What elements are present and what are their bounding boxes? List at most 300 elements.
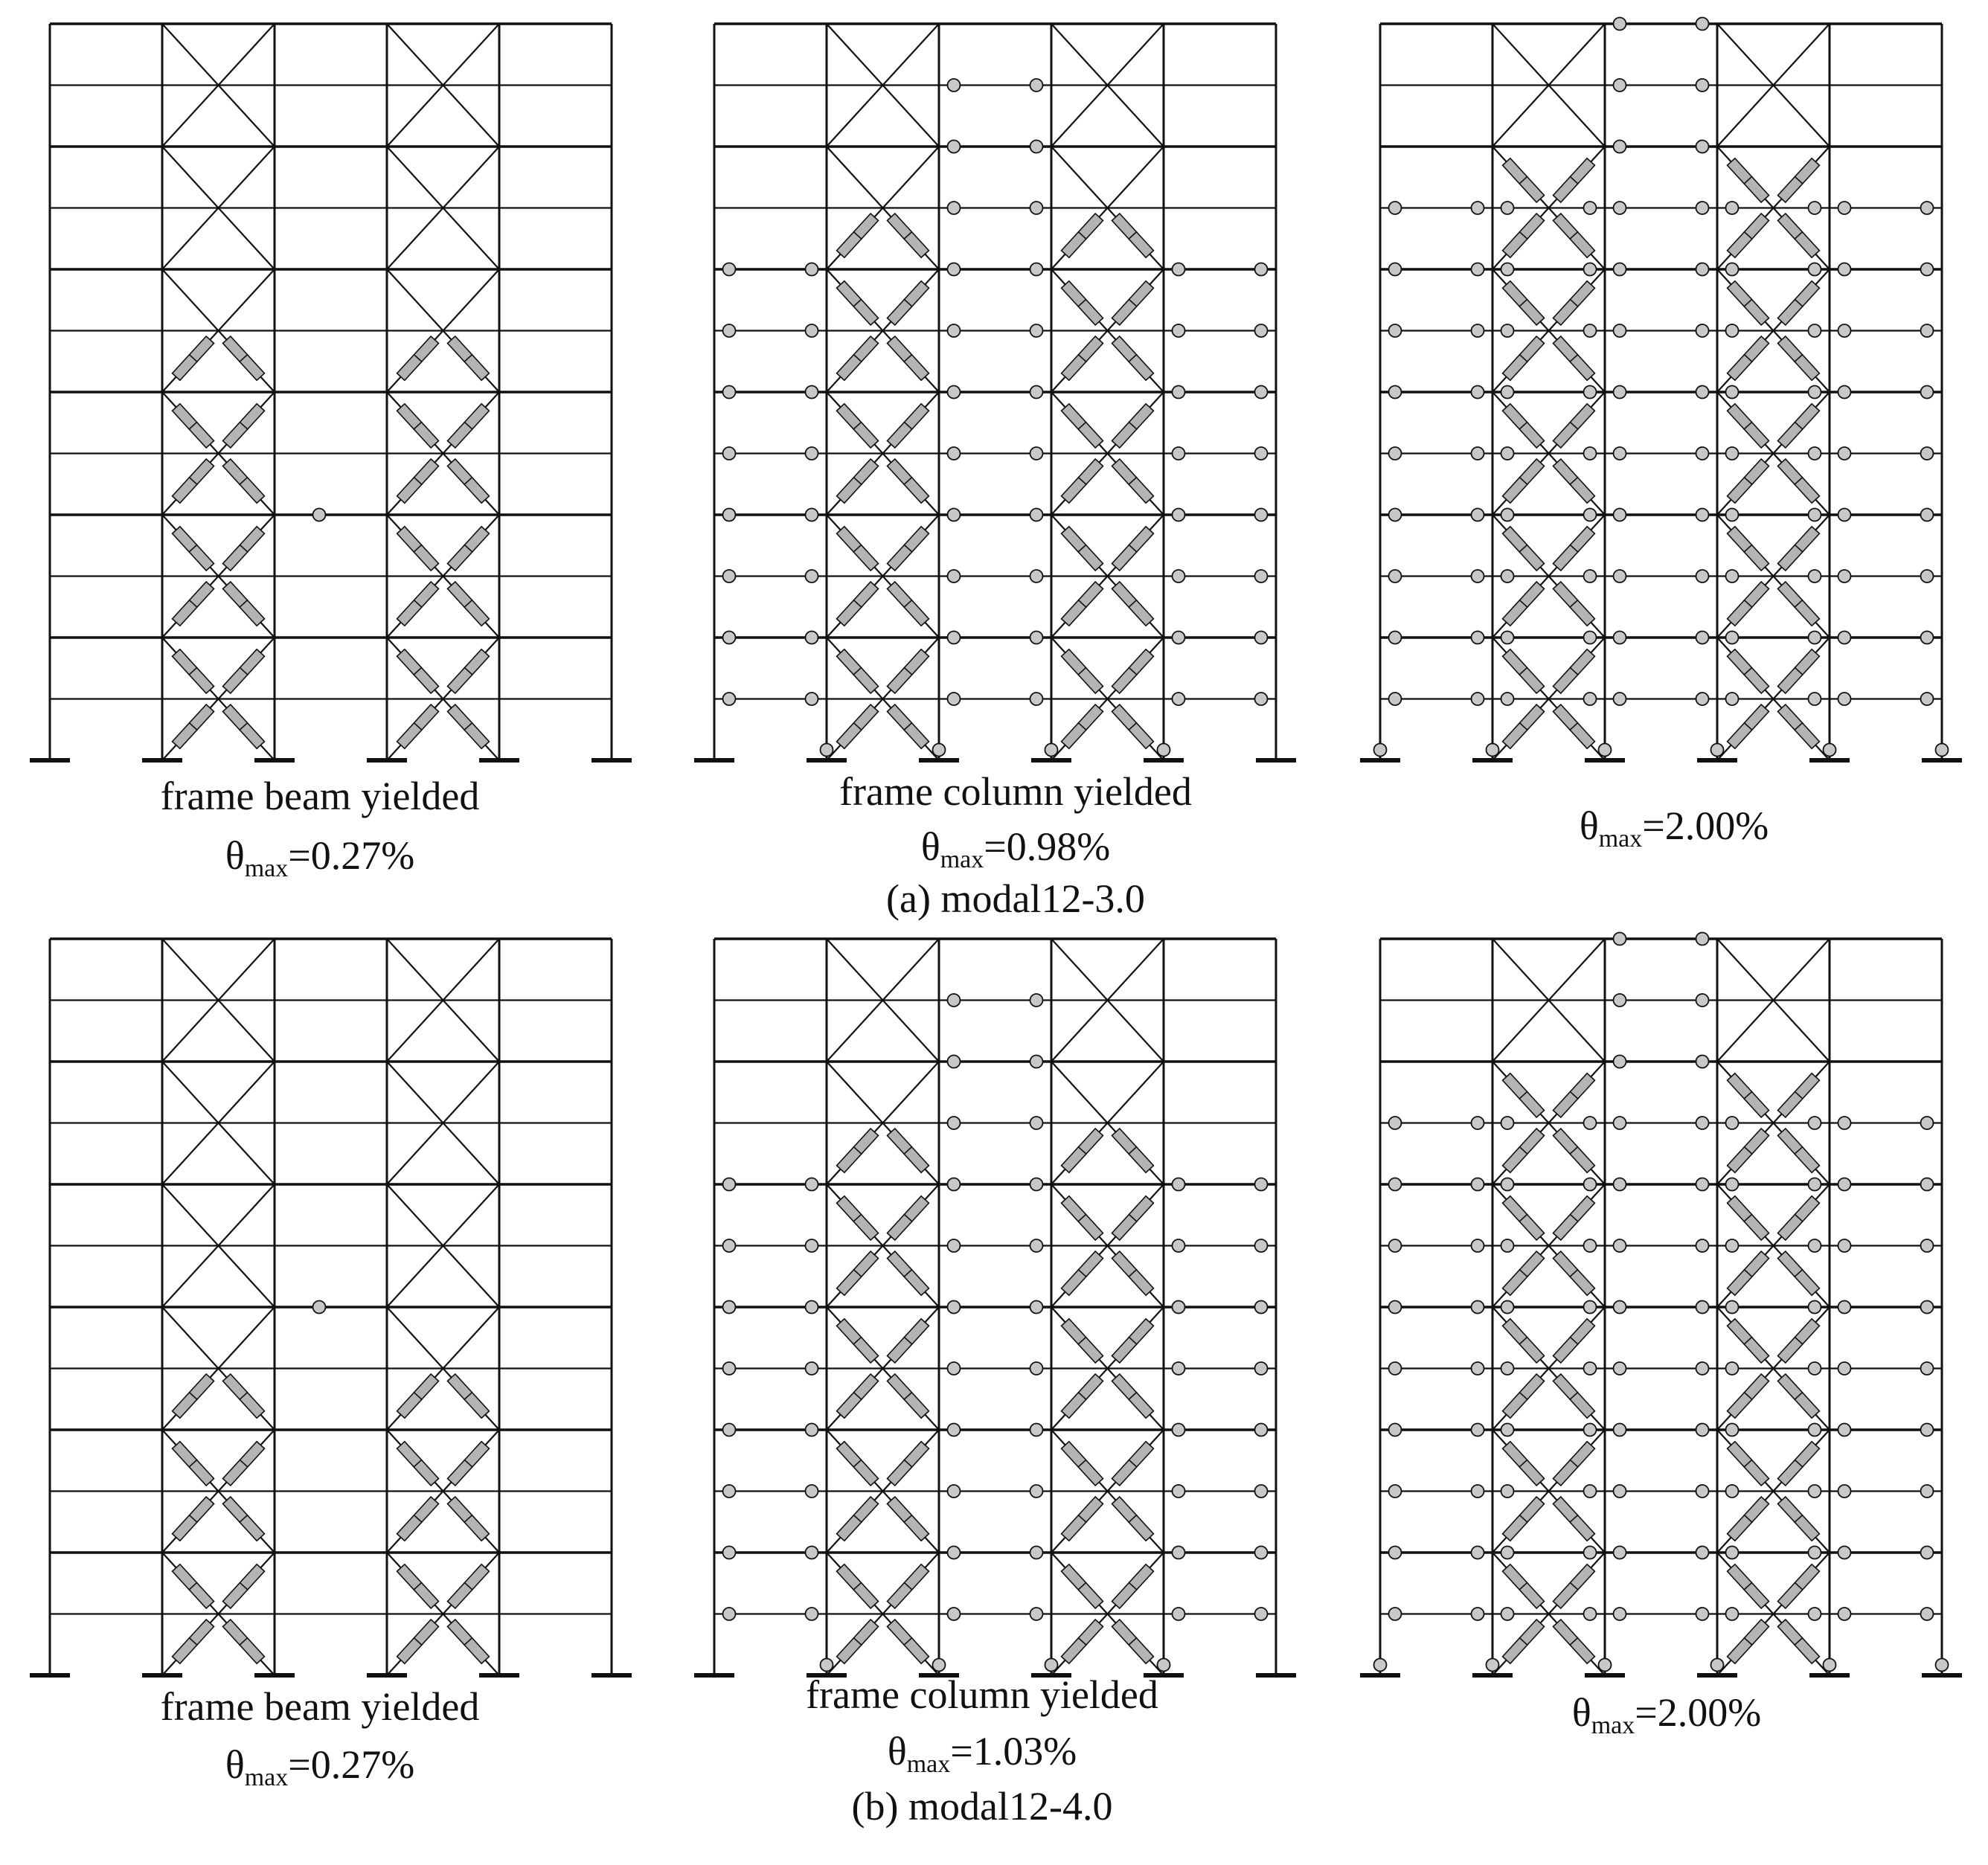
damper-mark <box>1129 1270 1153 1296</box>
damper-mark <box>1570 355 1594 381</box>
damper-mark <box>1570 478 1594 504</box>
damper-mark <box>853 422 878 448</box>
plastic-hinge <box>1255 1301 1268 1314</box>
plastic-hinge <box>1173 570 1185 582</box>
plastic-hinge <box>723 632 736 644</box>
plastic-hinge <box>948 1239 961 1252</box>
damper-mark <box>1078 1582 1103 1608</box>
plastic-hinge <box>1809 1362 1821 1375</box>
damper-mark <box>904 1147 929 1173</box>
plastic-hinge <box>1584 693 1597 705</box>
frame-panel-a3 <box>1360 18 1962 761</box>
plastic-hinge <box>1389 1485 1402 1498</box>
damper-mark <box>448 1582 472 1608</box>
plastic-hinge <box>1584 1424 1597 1437</box>
plastic-hinge <box>1838 1424 1851 1437</box>
damper-mark <box>1795 1147 1819 1173</box>
damper-mark <box>397 723 422 749</box>
plastic-hinge <box>806 509 818 521</box>
plastic-hinge <box>1584 570 1597 582</box>
damper-mark <box>1503 600 1527 626</box>
plastic-hinge <box>1614 18 1626 31</box>
damper-mark <box>1112 299 1137 325</box>
plastic-hinge <box>1472 1424 1484 1437</box>
damper-mark <box>464 1515 489 1541</box>
plastic-hinge <box>1614 79 1626 92</box>
damper-mark <box>1062 1270 1086 1296</box>
damper-mark <box>414 545 438 571</box>
damper-mark <box>837 1515 862 1541</box>
damper-mark <box>1744 667 1769 693</box>
plastic-hinge <box>1809 1178 1821 1191</box>
damper-mark <box>888 545 912 571</box>
plastic-hinge <box>1599 1659 1612 1672</box>
plastic-hinge <box>1030 141 1043 153</box>
plastic-hinge <box>1921 693 1934 705</box>
plastic-hinge <box>806 1547 818 1559</box>
plastic-hinge <box>806 1424 818 1437</box>
plastic-hinge <box>1726 202 1739 214</box>
plastic-hinge <box>1921 324 1934 337</box>
plastic-hinge <box>1584 1178 1597 1191</box>
plastic-hinge <box>1838 386 1851 399</box>
plastic-hinge <box>313 1301 326 1314</box>
damper-mark <box>414 667 438 693</box>
plastic-hinge <box>1809 202 1821 214</box>
plastic-hinge <box>1389 263 1402 276</box>
plastic-hinge <box>948 386 961 399</box>
plastic-hinge <box>1255 693 1268 705</box>
damper-mark <box>1728 1147 1752 1173</box>
plastic-hinge <box>1726 447 1739 460</box>
damper-mark <box>1570 1393 1594 1419</box>
plastic-hinge <box>1389 1178 1402 1191</box>
plastic-hinge <box>1838 447 1851 460</box>
plastic-hinge <box>1696 324 1709 337</box>
damper-mark <box>1519 422 1544 448</box>
plastic-hinge <box>1501 1485 1514 1498</box>
plastic-hinge <box>1045 1659 1058 1672</box>
plastic-hinge <box>1921 386 1934 399</box>
plastic-hinge <box>1389 386 1402 399</box>
plastic-hinge <box>948 447 961 460</box>
damper-mark <box>1795 600 1819 626</box>
plastic-hinge <box>1472 1117 1484 1129</box>
damper-mark <box>904 1270 929 1296</box>
plastic-hinge <box>723 447 736 460</box>
plastic-hinge <box>806 1485 818 1498</box>
damper-mark <box>837 232 862 258</box>
damper-mark <box>1519 1582 1544 1608</box>
damper-mark <box>1795 723 1819 749</box>
damper-mark <box>1778 667 1803 693</box>
damper-mark <box>1570 232 1594 258</box>
damper-mark <box>1570 723 1594 749</box>
damper-mark <box>1112 1460 1137 1486</box>
plastic-hinge <box>1045 744 1058 757</box>
damper-mark <box>1062 232 1086 258</box>
plastic-hinge <box>723 386 736 399</box>
plastic-hinge <box>1809 570 1821 582</box>
plastic-hinge <box>1472 632 1484 644</box>
plastic-hinge <box>1614 386 1626 399</box>
plastic-hinge <box>948 79 961 92</box>
damper-mark <box>189 545 214 571</box>
plastic-hinge <box>1726 632 1739 644</box>
plastic-hinge <box>1614 1178 1626 1191</box>
plastic-hinge <box>1696 1178 1709 1191</box>
plastic-hinge <box>1614 632 1626 644</box>
panel-a1-theta-label: θmax=0.27% <box>225 833 415 882</box>
plastic-hinge <box>821 744 833 757</box>
plastic-hinge <box>1030 994 1043 1007</box>
plastic-hinge <box>948 202 961 214</box>
plastic-hinge <box>1030 1547 1043 1559</box>
damper-mark <box>1519 545 1544 571</box>
plastic-hinge <box>1614 1608 1626 1620</box>
plastic-hinge <box>1389 632 1402 644</box>
plastic-hinge <box>1030 1424 1043 1437</box>
plastic-hinge <box>1501 1424 1514 1437</box>
plastic-hinge <box>1838 1178 1851 1191</box>
damper-mark <box>1503 1393 1527 1419</box>
plastic-hinge <box>1921 1301 1934 1314</box>
plastic-hinge <box>1696 1301 1709 1314</box>
damper-mark <box>1129 1147 1153 1173</box>
plastic-hinge <box>1389 1239 1402 1252</box>
plastic-hinge <box>948 263 961 276</box>
frame-panel-b1 <box>30 939 632 1675</box>
damper-mark <box>448 1460 472 1486</box>
damper-mark <box>464 355 489 381</box>
plastic-hinge <box>1726 263 1739 276</box>
plastic-hinge <box>1030 1239 1043 1252</box>
plastic-hinge <box>1173 386 1185 399</box>
plastic-hinge <box>1472 386 1484 399</box>
plastic-hinge <box>1255 324 1268 337</box>
plastic-hinge <box>1030 324 1043 337</box>
plastic-hinge <box>948 570 961 582</box>
damper-mark <box>1795 1393 1819 1419</box>
damper-mark <box>1744 299 1769 325</box>
plastic-hinge <box>1173 324 1185 337</box>
plastic-hinge <box>1921 202 1934 214</box>
plastic-hinge <box>1726 1485 1739 1498</box>
plastic-hinge <box>1501 1117 1514 1129</box>
plastic-hinge <box>806 693 818 705</box>
plastic-hinge <box>1726 1547 1739 1559</box>
damper-mark <box>1778 299 1803 325</box>
plastic-hinge <box>1921 509 1934 521</box>
damper-mark <box>1553 1460 1578 1486</box>
plastic-hinge <box>1584 632 1597 644</box>
damper-mark <box>1078 1214 1103 1240</box>
plastic-hinge <box>1584 202 1597 214</box>
plastic-hinge <box>1809 324 1821 337</box>
plastic-hinge <box>1921 1608 1934 1620</box>
plastic-hinge <box>1726 1239 1739 1252</box>
plastic-hinge <box>1614 141 1626 153</box>
plastic-hinge <box>1726 1424 1739 1437</box>
damper-mark <box>853 299 878 325</box>
plastic-hinge <box>1374 1659 1387 1672</box>
damper-mark <box>1778 422 1803 448</box>
damper-mark <box>1519 1091 1544 1117</box>
damper-mark <box>904 600 929 626</box>
plastic-hinge <box>1255 1485 1268 1498</box>
plastic-hinge <box>1921 1239 1934 1252</box>
damper-mark <box>397 1638 422 1664</box>
damper-mark <box>1503 1147 1527 1173</box>
damper-mark <box>1778 1214 1803 1240</box>
plastic-hinge <box>1389 1362 1402 1375</box>
damper-mark <box>1795 1270 1819 1296</box>
plastic-hinge <box>1614 1056 1626 1068</box>
plastic-hinge <box>1173 693 1185 705</box>
plastic-hinge <box>723 263 736 276</box>
plastic-hinge <box>1726 1608 1739 1620</box>
plastic-hinge <box>1838 570 1851 582</box>
damper-mark <box>448 422 472 448</box>
plastic-hinge <box>1726 509 1739 521</box>
plastic-hinge <box>1584 1485 1597 1498</box>
plastic-hinge <box>806 1608 818 1620</box>
plastic-hinge <box>723 1424 736 1437</box>
damper-mark <box>223 1460 248 1486</box>
plastic-hinge <box>1726 386 1739 399</box>
damper-mark <box>397 478 422 504</box>
plastic-hinge <box>1030 1178 1043 1191</box>
damper-mark <box>1112 422 1137 448</box>
damper-mark <box>1078 422 1103 448</box>
plastic-hinge <box>1389 1424 1402 1437</box>
group-b-caption: (b) modal12-4.0 <box>851 1784 1113 1829</box>
plastic-hinge <box>1838 1239 1851 1252</box>
plastic-hinge <box>1389 1547 1402 1559</box>
damper-mark <box>1129 1515 1153 1541</box>
damper-mark <box>223 422 248 448</box>
damper-mark <box>904 355 929 381</box>
plastic-hinge <box>1030 632 1043 644</box>
damper-mark <box>853 1460 878 1486</box>
plastic-hinge <box>723 570 736 582</box>
damper-mark <box>1795 1638 1819 1664</box>
plastic-hinge <box>1921 1547 1934 1559</box>
plastic-hinge <box>1501 1301 1514 1314</box>
damper-mark <box>1062 478 1086 504</box>
damper-mark <box>1728 1270 1752 1296</box>
plastic-hinge <box>1584 263 1597 276</box>
plastic-hinge <box>1389 509 1402 521</box>
plastic-hinge <box>806 386 818 399</box>
plastic-hinge <box>723 1301 736 1314</box>
plastic-hinge <box>1696 933 1709 946</box>
plastic-hinge <box>1838 1117 1851 1129</box>
plastic-hinge <box>806 447 818 460</box>
damper-mark <box>904 723 929 749</box>
plastic-hinge <box>1614 1239 1626 1252</box>
damper-mark <box>1112 1582 1137 1608</box>
damper-mark <box>1570 1515 1594 1541</box>
panel-a3-theta-label: θmax=2.00% <box>1579 803 1769 853</box>
plastic-hinge <box>1030 1117 1043 1129</box>
plastic-hinge <box>1614 324 1626 337</box>
plastic-hinge <box>1472 263 1484 276</box>
plastic-hinge <box>806 324 818 337</box>
damper-mark <box>1519 176 1544 202</box>
plastic-hinge <box>1726 693 1739 705</box>
plastic-hinge <box>1726 570 1739 582</box>
plastic-hinge <box>1809 1239 1821 1252</box>
damper-mark <box>1112 1214 1137 1240</box>
plastic-hinge <box>723 1485 736 1498</box>
damper-mark <box>1112 667 1137 693</box>
damper-mark <box>240 1638 264 1664</box>
plastic-hinge <box>1614 1424 1626 1437</box>
damper-mark <box>464 1638 489 1664</box>
plastic-hinge <box>1921 570 1934 582</box>
plastic-hinge <box>723 1608 736 1620</box>
plastic-hinge <box>1696 1485 1709 1498</box>
damper-mark <box>1503 478 1527 504</box>
plastic-hinge <box>948 1485 961 1498</box>
damper-mark <box>1129 1638 1153 1664</box>
plastic-hinge <box>1472 570 1484 582</box>
damper-mark <box>837 1270 862 1296</box>
plastic-hinge <box>1921 1362 1934 1375</box>
plastic-hinge <box>1584 447 1597 460</box>
plastic-hinge <box>1614 994 1626 1007</box>
plastic-hinge <box>1389 570 1402 582</box>
plastic-hinge <box>723 1178 736 1191</box>
damper-mark <box>1728 478 1752 504</box>
damper-mark <box>1744 1091 1769 1117</box>
damper-mark <box>837 1393 862 1419</box>
damper-mark <box>397 1393 422 1419</box>
plastic-hinge <box>1696 1056 1709 1068</box>
plastic-hinge <box>1487 1659 1499 1672</box>
plastic-hinge <box>1584 1301 1597 1314</box>
damper-mark <box>414 1582 438 1608</box>
damper-mark <box>1778 1091 1803 1117</box>
damper-mark <box>853 1582 878 1608</box>
plastic-hinge <box>1501 1362 1514 1375</box>
panel-a2-state-label: frame column yielded <box>839 769 1192 814</box>
damper-mark <box>1728 1393 1752 1419</box>
plastic-hinge <box>1809 263 1821 276</box>
damper-mark <box>1129 723 1153 749</box>
damper-mark <box>414 422 438 448</box>
plastic-hinge <box>1614 263 1626 276</box>
plastic-hinge <box>806 632 818 644</box>
damper-mark <box>837 1638 862 1664</box>
plastic-hinge <box>1696 263 1709 276</box>
damper-mark <box>1728 723 1752 749</box>
plastic-hinge <box>1501 509 1514 521</box>
plastic-hinge <box>1472 1301 1484 1314</box>
plastic-hinge <box>1472 1239 1484 1252</box>
plastic-hinge <box>948 1056 961 1068</box>
plastic-hinge <box>1255 570 1268 582</box>
plastic-hinge <box>1696 570 1709 582</box>
plastic-hinge <box>933 1659 946 1672</box>
plastic-hinge <box>1584 324 1597 337</box>
damper-mark <box>1778 1582 1803 1608</box>
plastic-hinge <box>1501 570 1514 582</box>
plastic-hinge <box>1809 1424 1821 1437</box>
plastic-hinge <box>1726 1301 1739 1314</box>
damper-mark <box>904 1638 929 1664</box>
damper-mark <box>1728 232 1752 258</box>
damper-mark <box>1553 422 1578 448</box>
plastic-hinge <box>1584 1547 1597 1559</box>
plastic-hinge <box>948 1178 961 1191</box>
plastic-hinge <box>1030 386 1043 399</box>
plastic-hinge <box>1173 1485 1185 1498</box>
damper-mark <box>464 1393 489 1419</box>
plastic-hinge <box>1389 1117 1402 1129</box>
damper-mark <box>1553 1337 1578 1363</box>
damper-mark <box>1112 545 1137 571</box>
damper-mark <box>904 1393 929 1419</box>
plastic-hinge <box>1173 1301 1185 1314</box>
plastic-hinge <box>1173 1178 1185 1191</box>
plastic-hinge <box>1696 509 1709 521</box>
plastic-hinge <box>1389 1301 1402 1314</box>
damper-mark <box>1795 232 1819 258</box>
frame-panel-b3 <box>1360 933 1962 1676</box>
damper-mark <box>223 545 248 571</box>
damper-mark <box>837 478 862 504</box>
plastic-hinge <box>723 509 736 521</box>
plastic-hinge <box>1030 79 1043 92</box>
plastic-hinge <box>1696 1117 1709 1129</box>
plastic-hinge <box>1614 202 1626 214</box>
plastic-hinge <box>1696 1547 1709 1559</box>
plastic-hinge <box>1614 933 1626 946</box>
plastic-hinge <box>1472 202 1484 214</box>
damper-mark <box>1112 1337 1137 1363</box>
damper-mark <box>1744 1460 1769 1486</box>
plastic-hinge <box>1936 1659 1949 1672</box>
damper-mark <box>1062 1638 1086 1664</box>
plastic-hinge <box>1936 744 1949 757</box>
plastic-hinge <box>1501 386 1514 399</box>
plastic-hinge <box>1696 1239 1709 1252</box>
damper-mark <box>888 422 912 448</box>
plastic-hinge <box>1255 1547 1268 1559</box>
plastic-hinge <box>1255 1178 1268 1191</box>
frame-panel-a1 <box>30 24 632 760</box>
plastic-hinge <box>1030 1056 1043 1068</box>
plastic-hinge <box>948 1301 961 1314</box>
damper-mark <box>1553 1582 1578 1608</box>
plastic-hinge <box>1389 693 1402 705</box>
plastic-hinge <box>1921 1485 1934 1498</box>
plastic-hinge <box>1809 1547 1821 1559</box>
damper-mark <box>173 723 197 749</box>
plastic-hinge <box>1255 632 1268 644</box>
damper-mark <box>1553 1214 1578 1240</box>
damper-mark <box>1078 667 1103 693</box>
damper-mark <box>173 1393 197 1419</box>
damper-mark <box>1744 1214 1769 1240</box>
damper-mark <box>1553 545 1578 571</box>
damper-mark <box>189 422 214 448</box>
damper-mark <box>1744 1582 1769 1608</box>
plastic-hinge <box>1696 1608 1709 1620</box>
plastic-hinge <box>1173 1608 1185 1620</box>
